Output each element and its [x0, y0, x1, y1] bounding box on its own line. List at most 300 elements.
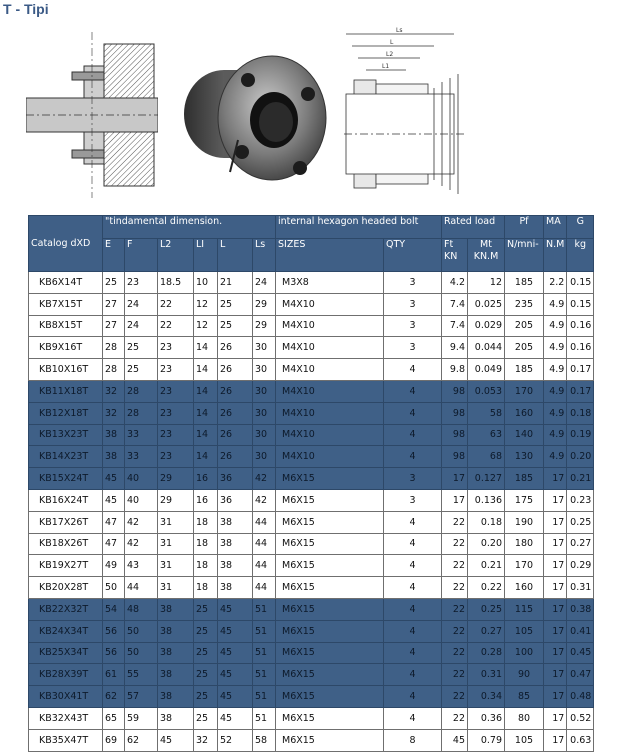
- cell-f: 28: [125, 380, 158, 402]
- cell-qty: 4: [384, 446, 442, 468]
- cell-li: 25: [194, 707, 218, 729]
- cell-f: 23: [125, 272, 158, 294]
- cell-g: 0.16: [567, 337, 594, 359]
- cell-size: M4X10: [276, 315, 384, 337]
- cell-e: 28: [103, 359, 125, 381]
- cell-ft: 98: [442, 446, 468, 468]
- cell-mt: 0.049: [468, 359, 505, 381]
- cell-pf: 140: [505, 424, 544, 446]
- cell-l2: 22: [158, 315, 194, 337]
- cell-f: 42: [125, 511, 158, 533]
- table-row: [29, 380, 594, 402]
- table-row: [29, 598, 594, 620]
- col-mt-unit: KN.M: [473, 251, 499, 262]
- cell-catalog: KB35X47T: [29, 729, 103, 751]
- cell-l2: 18.5: [158, 272, 194, 294]
- cell-catalog: KB16X24T: [29, 489, 103, 511]
- cell-ma: 4.9: [544, 424, 567, 446]
- cell-catalog: KB25X34T: [29, 642, 103, 664]
- cell-catalog: KB14X23T: [29, 446, 103, 468]
- cell-size: M6X15: [276, 642, 384, 664]
- cell-e: 65: [103, 707, 125, 729]
- cell-li: 18: [194, 577, 218, 599]
- cell-l: 45: [218, 686, 253, 708]
- cell-g: 0.21: [567, 468, 594, 490]
- cell-qty: 3: [384, 489, 442, 511]
- cell-ma: 4.9: [544, 293, 567, 315]
- cell-e: 28: [103, 337, 125, 359]
- cell-f: 25: [125, 337, 158, 359]
- cell-g: 0.29: [567, 555, 594, 577]
- cell-ma: 17: [544, 489, 567, 511]
- cell-ls: 30: [253, 424, 276, 446]
- cell-ls: 30: [253, 337, 276, 359]
- cell-size: M4X10: [276, 446, 384, 468]
- cell-mt: 68: [468, 446, 505, 468]
- cell-l2: 23: [158, 402, 194, 424]
- cell-e: 47: [103, 511, 125, 533]
- cell-l: 36: [218, 489, 253, 511]
- col-l2: L2: [158, 239, 194, 272]
- cell-ls: 42: [253, 468, 276, 490]
- cell-ft: 22: [442, 707, 468, 729]
- cell-mt: 0.053: [468, 380, 505, 402]
- table-row: [29, 686, 594, 708]
- cell-pf: 130: [505, 446, 544, 468]
- spec-table: [28, 215, 594, 752]
- cell-catalog: KB11X18T: [29, 380, 103, 402]
- cell-size: M6X15: [276, 511, 384, 533]
- cell-e: 69: [103, 729, 125, 751]
- cell-qty: 4: [384, 402, 442, 424]
- cell-li: 25: [194, 642, 218, 664]
- cell-e: 45: [103, 489, 125, 511]
- cell-ma: 4.9: [544, 359, 567, 381]
- cell-mt: 0.31: [468, 664, 505, 686]
- cell-l2: 22: [158, 293, 194, 315]
- cell-pf: 170: [505, 555, 544, 577]
- table-row: [29, 642, 594, 664]
- cell-ft: 22: [442, 686, 468, 708]
- cell-l2: 29: [158, 489, 194, 511]
- cell-g: 0.31: [567, 577, 594, 599]
- cell-qty: 4: [384, 620, 442, 642]
- cell-ls: 30: [253, 359, 276, 381]
- col-mt-label: Mt: [480, 239, 492, 250]
- cell-e: 62: [103, 686, 125, 708]
- col-li: LI: [194, 239, 218, 272]
- cell-li: 16: [194, 468, 218, 490]
- cell-e: 49: [103, 555, 125, 577]
- cell-g: 0.38: [567, 598, 594, 620]
- cell-l: 26: [218, 359, 253, 381]
- cell-li: 18: [194, 511, 218, 533]
- cell-e: 27: [103, 293, 125, 315]
- cell-l2: 23: [158, 446, 194, 468]
- cell-f: 24: [125, 293, 158, 315]
- cell-mt: 63: [468, 424, 505, 446]
- cell-f: 24: [125, 315, 158, 337]
- cell-f: 62: [125, 729, 158, 751]
- group-rated-load: Rated load: [442, 216, 505, 239]
- cell-l: 26: [218, 424, 253, 446]
- cell-ft: 22: [442, 664, 468, 686]
- cell-f: 48: [125, 598, 158, 620]
- cell-qty: 4: [384, 424, 442, 446]
- cell-catalog: KB28X39T: [29, 664, 103, 686]
- cell-catalog: KB13X23T: [29, 424, 103, 446]
- cell-ma: 4.9: [544, 315, 567, 337]
- cell-g: 0.19: [567, 424, 594, 446]
- cell-ft: 7.4: [442, 293, 468, 315]
- cell-catalog: KB17X26T: [29, 511, 103, 533]
- cell-pf: 85: [505, 686, 544, 708]
- col-ft-unit: KN: [444, 251, 458, 262]
- cell-ma: 17: [544, 555, 567, 577]
- cell-li: 25: [194, 686, 218, 708]
- cell-pf: 185: [505, 272, 544, 294]
- cell-l2: 23: [158, 380, 194, 402]
- cell-l2: 31: [158, 555, 194, 577]
- cell-ft: 17: [442, 468, 468, 490]
- cell-mt: 0.28: [468, 642, 505, 664]
- dimension-drawing: [338, 22, 472, 208]
- cell-qty: 8: [384, 729, 442, 751]
- table-row: [29, 315, 594, 337]
- cell-f: 50: [125, 620, 158, 642]
- cell-l: 38: [218, 555, 253, 577]
- cell-ls: 29: [253, 315, 276, 337]
- cell-f: 50: [125, 642, 158, 664]
- cell-ft: 17: [442, 489, 468, 511]
- cell-size: M6X15: [276, 598, 384, 620]
- col-ma: MA: [544, 216, 567, 239]
- group-bolt: internal hexagon headed bolt: [276, 216, 442, 239]
- cell-e: 32: [103, 402, 125, 424]
- cell-ls: 51: [253, 642, 276, 664]
- cell-size: M6X15: [276, 664, 384, 686]
- group-dimensions: "tindamental dimension.: [103, 216, 276, 239]
- cell-catalog: KB12X18T: [29, 402, 103, 424]
- cell-l2: 38: [158, 642, 194, 664]
- cell-qty: 4: [384, 642, 442, 664]
- cell-size: M6X15: [276, 707, 384, 729]
- cell-ma: 17: [544, 664, 567, 686]
- cell-l: 26: [218, 446, 253, 468]
- table-row: [29, 511, 594, 533]
- col-ft: [442, 239, 468, 272]
- cell-l: 45: [218, 664, 253, 686]
- cell-pf: 80: [505, 707, 544, 729]
- table-row: [29, 446, 594, 468]
- table-row: [29, 664, 594, 686]
- table-row: [29, 424, 594, 446]
- cell-li: 10: [194, 272, 218, 294]
- cell-catalog: KB10X16T: [29, 359, 103, 381]
- cell-e: 27: [103, 315, 125, 337]
- cell-li: 25: [194, 664, 218, 686]
- cell-f: 40: [125, 468, 158, 490]
- col-pf: Pf: [505, 216, 544, 239]
- cell-pf: 100: [505, 642, 544, 664]
- cell-e: 25: [103, 272, 125, 294]
- cell-pf: 185: [505, 359, 544, 381]
- cell-l: 45: [218, 620, 253, 642]
- cell-l2: 23: [158, 337, 194, 359]
- table-row: [29, 577, 594, 599]
- cell-li: 12: [194, 293, 218, 315]
- cell-pf: 160: [505, 402, 544, 424]
- cell-ls: 58: [253, 729, 276, 751]
- col-g-unit: kg: [567, 239, 594, 272]
- cell-pf: 180: [505, 533, 544, 555]
- cell-li: 14: [194, 402, 218, 424]
- cell-mt: 0.136: [468, 489, 505, 511]
- cell-pf: 205: [505, 337, 544, 359]
- cell-e: 56: [103, 620, 125, 642]
- cell-f: 42: [125, 533, 158, 555]
- cell-pf: 105: [505, 620, 544, 642]
- cell-qty: 3: [384, 337, 442, 359]
- cell-g: 0.27: [567, 533, 594, 555]
- cell-pf: 235: [505, 293, 544, 315]
- cell-size: M6X15: [276, 577, 384, 599]
- table-row: [29, 468, 594, 490]
- cell-mt: 0.34: [468, 686, 505, 708]
- cell-li: 14: [194, 424, 218, 446]
- cell-f: 59: [125, 707, 158, 729]
- cell-mt: 0.127: [468, 468, 505, 490]
- cell-e: 56: [103, 642, 125, 664]
- cell-size: M4X10: [276, 402, 384, 424]
- cell-catalog: KB30X41T: [29, 686, 103, 708]
- cell-g: 0.45: [567, 642, 594, 664]
- cell-size: M6X15: [276, 533, 384, 555]
- cell-l: 21: [218, 272, 253, 294]
- cell-e: 54: [103, 598, 125, 620]
- cell-ma: 17: [544, 729, 567, 751]
- cell-ft: 22: [442, 533, 468, 555]
- cell-pf: 105: [505, 729, 544, 751]
- cell-e: 32: [103, 380, 125, 402]
- cell-qty: 4: [384, 533, 442, 555]
- cell-qty: 4: [384, 686, 442, 708]
- page-title: T - Tipi: [3, 1, 49, 17]
- cell-ls: 29: [253, 293, 276, 315]
- cell-ft: 22: [442, 555, 468, 577]
- cell-catalog: KB7X15T: [29, 293, 103, 315]
- cell-ma: 17: [544, 598, 567, 620]
- product-photo: [172, 22, 330, 208]
- table-row: [29, 337, 594, 359]
- cell-ma: 17: [544, 511, 567, 533]
- cell-pf: 190: [505, 511, 544, 533]
- cell-size: M4X10: [276, 380, 384, 402]
- col-catalog: Catalog dXD: [29, 216, 103, 272]
- cell-catalog: KB18X26T: [29, 533, 103, 555]
- cell-size: M6X15: [276, 620, 384, 642]
- cell-mt: 0.18: [468, 511, 505, 533]
- col-mt: [468, 239, 505, 272]
- cell-f: 33: [125, 424, 158, 446]
- cell-mt: 0.029: [468, 315, 505, 337]
- cell-ma: 17: [544, 642, 567, 664]
- cell-l: 52: [218, 729, 253, 751]
- cell-ls: 51: [253, 664, 276, 686]
- cell-g: 0.17: [567, 359, 594, 381]
- cell-ft: 22: [442, 577, 468, 599]
- cell-e: 61: [103, 664, 125, 686]
- cell-size: M4X10: [276, 337, 384, 359]
- cell-mt: 12: [468, 272, 505, 294]
- dim-label-l1: L1: [382, 63, 390, 70]
- cell-l2: 38: [158, 620, 194, 642]
- cell-ls: 30: [253, 446, 276, 468]
- cell-qty: 4: [384, 664, 442, 686]
- cell-ft: 98: [442, 380, 468, 402]
- cell-g: 0.25: [567, 511, 594, 533]
- cell-l: 45: [218, 598, 253, 620]
- cell-pf: 160: [505, 577, 544, 599]
- cell-ft: 9.8: [442, 359, 468, 381]
- cell-l2: 38: [158, 598, 194, 620]
- cell-mt: 58: [468, 402, 505, 424]
- col-qty: QTY: [384, 239, 442, 272]
- cell-mt: 0.20: [468, 533, 505, 555]
- cell-f: 33: [125, 446, 158, 468]
- cell-ft: 22: [442, 642, 468, 664]
- cell-mt: 0.22: [468, 577, 505, 599]
- cell-pf: 170: [505, 380, 544, 402]
- cell-li: 14: [194, 380, 218, 402]
- cell-li: 18: [194, 533, 218, 555]
- cell-li: 14: [194, 337, 218, 359]
- table-row: [29, 359, 594, 381]
- cell-qty: 4: [384, 598, 442, 620]
- cell-li: 18: [194, 555, 218, 577]
- cell-mt: 0.27: [468, 620, 505, 642]
- cell-ma: 17: [544, 468, 567, 490]
- cell-li: 25: [194, 598, 218, 620]
- table-row: [29, 272, 594, 294]
- cell-pf: 115: [505, 598, 544, 620]
- cell-ma: 4.9: [544, 402, 567, 424]
- cell-mt: 0.79: [468, 729, 505, 751]
- cell-li: 14: [194, 446, 218, 468]
- dim-label-ls: Ls: [396, 27, 403, 34]
- cell-ft: 7.4: [442, 315, 468, 337]
- cell-l: 26: [218, 380, 253, 402]
- cell-e: 45: [103, 468, 125, 490]
- cell-g: 0.15: [567, 272, 594, 294]
- cell-l2: 38: [158, 664, 194, 686]
- cell-l: 26: [218, 402, 253, 424]
- cell-l2: 23: [158, 359, 194, 381]
- cell-catalog: KB19X27T: [29, 555, 103, 577]
- cell-g: 0.52: [567, 707, 594, 729]
- cell-ma: 17: [544, 686, 567, 708]
- cell-g: 0.23: [567, 489, 594, 511]
- cell-size: M6X15: [276, 729, 384, 751]
- cell-catalog: KB9X16T: [29, 337, 103, 359]
- cell-g: 0.16: [567, 315, 594, 337]
- cell-ma: 4.9: [544, 337, 567, 359]
- cell-f: 57: [125, 686, 158, 708]
- cell-qty: 3: [384, 468, 442, 490]
- cell-l2: 45: [158, 729, 194, 751]
- cell-ma: 4.9: [544, 446, 567, 468]
- cell-mt: 0.21: [468, 555, 505, 577]
- cell-pf: 205: [505, 315, 544, 337]
- cell-qty: 4: [384, 359, 442, 381]
- cell-ls: 24: [253, 272, 276, 294]
- cell-f: 28: [125, 402, 158, 424]
- table-row: [29, 533, 594, 555]
- cell-ma: 17: [544, 577, 567, 599]
- cell-mt: 0.044: [468, 337, 505, 359]
- table-row: [29, 620, 594, 642]
- cell-l: 26: [218, 337, 253, 359]
- cell-li: 14: [194, 359, 218, 381]
- cell-catalog: KB15X24T: [29, 468, 103, 490]
- cell-f: 25: [125, 359, 158, 381]
- cell-ma: 4.9: [544, 380, 567, 402]
- shaft-section-drawing: [26, 22, 158, 208]
- cell-g: 0.63: [567, 729, 594, 751]
- cell-li: 12: [194, 315, 218, 337]
- cell-li: 16: [194, 489, 218, 511]
- cell-catalog: KB20X28T: [29, 577, 103, 599]
- cell-ma: 17: [544, 707, 567, 729]
- cell-l2: 31: [158, 511, 194, 533]
- cell-qty: 4: [384, 577, 442, 599]
- cell-e: 47: [103, 533, 125, 555]
- cell-l: 38: [218, 577, 253, 599]
- cell-ma: 2.2: [544, 272, 567, 294]
- cell-ls: 44: [253, 533, 276, 555]
- cell-size: M4X10: [276, 424, 384, 446]
- cell-mt: 0.025: [468, 293, 505, 315]
- cell-e: 38: [103, 446, 125, 468]
- cell-l2: 38: [158, 686, 194, 708]
- cell-size: M4X10: [276, 359, 384, 381]
- table-row: [29, 402, 594, 424]
- cell-pf: 90: [505, 664, 544, 686]
- cell-ft: 98: [442, 402, 468, 424]
- cell-pf: 175: [505, 489, 544, 511]
- cell-ls: 44: [253, 511, 276, 533]
- table-row: [29, 555, 594, 577]
- cell-ls: 30: [253, 402, 276, 424]
- cell-catalog: KB24X34T: [29, 620, 103, 642]
- cell-g: 0.15: [567, 293, 594, 315]
- col-l: L: [218, 239, 253, 272]
- cell-ls: 44: [253, 577, 276, 599]
- cell-size: M3X8: [276, 272, 384, 294]
- cell-qty: 3: [384, 272, 442, 294]
- cell-l: 45: [218, 707, 253, 729]
- cell-l: 38: [218, 511, 253, 533]
- cell-size: M6X15: [276, 489, 384, 511]
- cell-l: 25: [218, 315, 253, 337]
- table-row: [29, 729, 594, 751]
- cell-l2: 29: [158, 468, 194, 490]
- col-g: G: [567, 216, 594, 239]
- cell-ls: 44: [253, 555, 276, 577]
- cell-g: 0.18: [567, 402, 594, 424]
- cell-l: 36: [218, 468, 253, 490]
- cell-ls: 30: [253, 380, 276, 402]
